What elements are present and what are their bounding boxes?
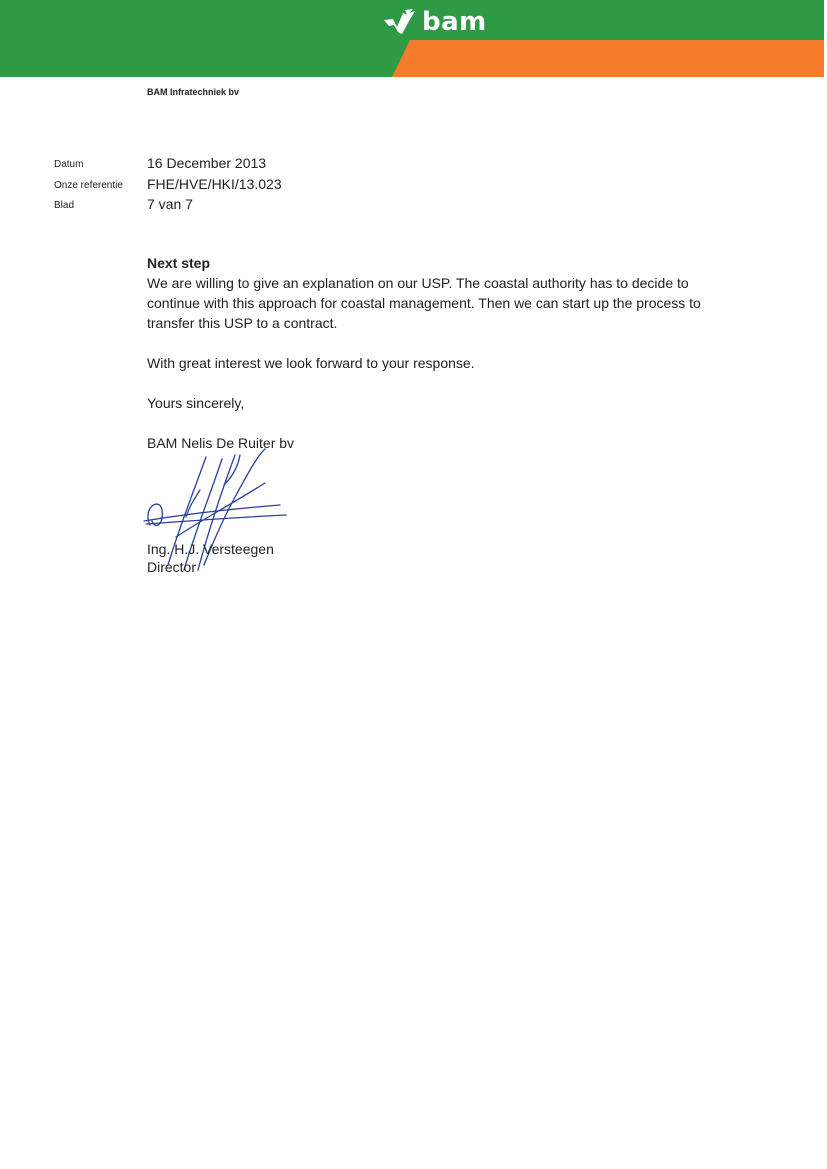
bam-bird-icon: [383, 7, 419, 37]
signer-title: Director: [147, 559, 197, 575]
sender-company: BAM Nelis De Ruiter bv: [147, 435, 295, 451]
date-value: 16 December 2013: [147, 155, 267, 171]
date-label: Datum: [54, 159, 84, 170]
letter-body: [147, 253, 717, 453]
logo-text: bam: [422, 7, 487, 37]
signer-block: [147, 540, 274, 576]
reference-label: Onze referentie: [54, 180, 123, 191]
section-title: Next step: [147, 255, 211, 271]
company-name: BAM Infratechniek bv: [147, 87, 240, 97]
closing-line: Yours sincerely,: [147, 395, 245, 411]
signer-name: Ing. H.J. Versteegen: [147, 541, 274, 557]
letterhead-band: [0, 0, 824, 77]
page-value: 7 van 7: [147, 196, 193, 212]
paragraph-next-step: We are willing to give an explanation on our USP. The coastal authority has to decide to continue with this approach for coastal management. Then we can start up the process to transfer this USP to a contract.: [147, 275, 701, 331]
page-label: Blad: [54, 200, 75, 211]
reference-value: FHE/HVE/HKI/13.023: [147, 176, 282, 192]
paragraph-response: With great interest we look forward to your response.: [147, 355, 475, 371]
bam-logo: [383, 6, 487, 38]
